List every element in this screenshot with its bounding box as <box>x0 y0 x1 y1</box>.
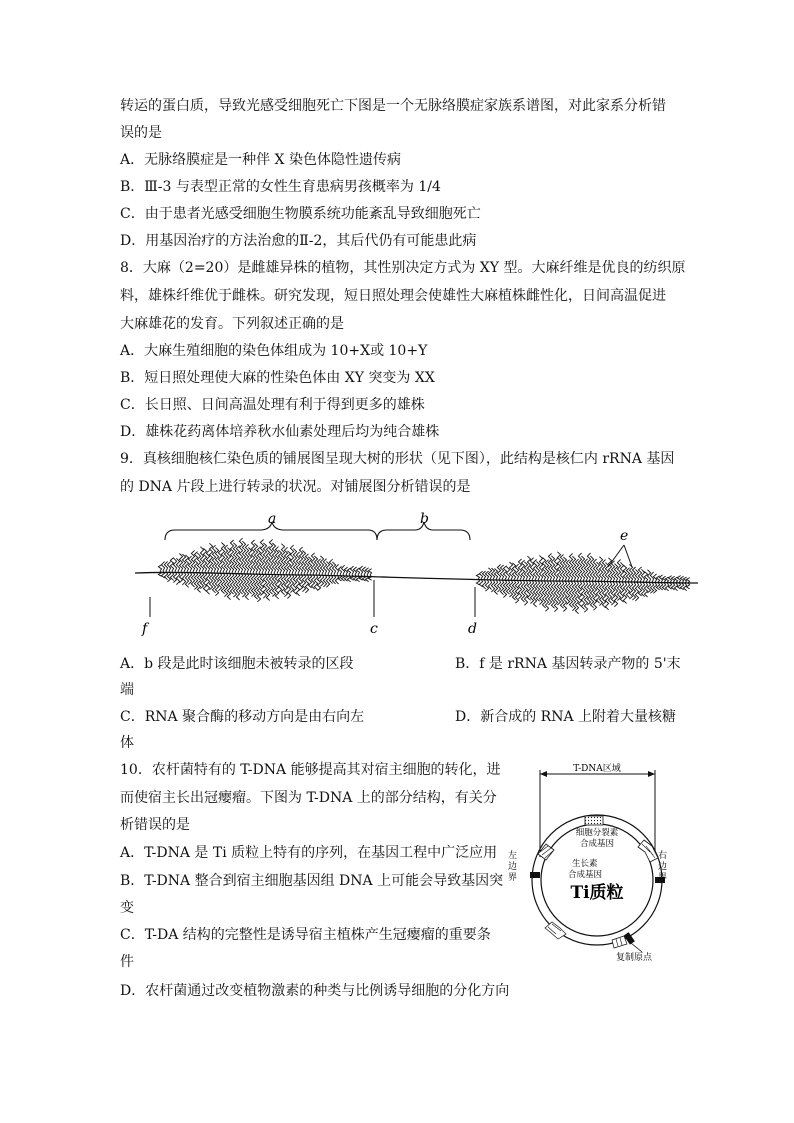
transcription-unit-left <box>158 538 371 602</box>
rna-fibril <box>224 545 227 572</box>
rna-fibril <box>515 564 518 580</box>
rna-fibril <box>317 559 320 574</box>
label-f: f <box>142 621 148 637</box>
rna-fibril <box>599 581 602 605</box>
rna-fibril <box>623 565 626 582</box>
rna-fibril <box>551 580 554 608</box>
rna-fibril <box>176 571 179 584</box>
rna-fibril <box>626 568 629 582</box>
tdna-region-label: T-DNA区域 <box>573 764 621 774</box>
rna-fibril <box>512 563 515 580</box>
q10-option-c-line2: 件 <box>120 954 134 970</box>
origin-leader <box>631 943 642 952</box>
rna-fibril <box>506 567 509 580</box>
left-border-label-2: 边 <box>508 862 518 872</box>
rna-fibril <box>485 579 488 591</box>
rna-fibril <box>275 547 278 574</box>
q7-option-a: A．无脉络膜症是一种伴 X 染色体隐性遗传病 <box>120 152 401 168</box>
rna-fibril <box>188 556 191 571</box>
rna-fibril <box>686 583 689 589</box>
q9-option-b-line1: B．f 是 rRNA 基因转录产物的 5'末 <box>455 656 681 672</box>
rna-fibril <box>266 573 269 600</box>
rna-fibril <box>494 569 497 580</box>
rna-fibril <box>656 582 659 590</box>
q7-option-b: B．Ⅲ-3 与表型正常的女性生育患病男孩概率为 1/4 <box>120 179 441 195</box>
arrow-left-head <box>540 771 547 777</box>
rna-fibril <box>656 576 659 583</box>
rna-fibril <box>497 565 500 580</box>
rna-fibril <box>362 567 365 575</box>
q8-stem-line3: 大麻雄花的发育。下列叙述正确的是 <box>120 316 344 332</box>
rna-fibril <box>596 581 599 603</box>
rna-fibril <box>671 583 674 590</box>
rna-fibril <box>176 558 179 571</box>
rna-fibril <box>686 578 689 583</box>
plasmid-label: Ti质粒 <box>570 883 624 903</box>
rna-fibril <box>257 547 260 573</box>
rna-fibril <box>548 553 551 580</box>
q8-option-a: A．大麻生殖细胞的染色体组成为 10+X或 10+Y <box>120 343 428 359</box>
rna-fibril <box>668 576 671 583</box>
rna-fibril <box>659 582 662 589</box>
rna-fibril <box>368 575 371 580</box>
q7-stem-line2: 误的是 <box>120 125 162 141</box>
rna-fibril <box>671 576 674 582</box>
rna-fibril <box>677 583 680 589</box>
rna-fibril <box>362 575 365 581</box>
rna-fibril <box>167 562 170 572</box>
rna-fibril <box>359 566 362 575</box>
label-c: c <box>370 621 378 637</box>
rna-fibril <box>299 547 302 574</box>
leader-e2 <box>624 545 632 567</box>
rna-fibril <box>161 562 164 571</box>
rna-fibril <box>185 572 188 588</box>
rna-fibril <box>539 555 542 580</box>
auxin-label-2: 合成基因 <box>568 870 603 880</box>
rna-fibril <box>575 581 578 614</box>
rna-fibril <box>203 548 206 572</box>
rna-fibril <box>527 556 530 580</box>
rna-fibril <box>230 540 233 572</box>
rna-fibril <box>479 571 482 579</box>
rna-fibril <box>662 582 665 590</box>
q10-option-d: D．农杆菌通过改变植物激素的种类与比例诱导细胞的分化方向 <box>120 983 510 999</box>
q9-option-d-line2: 体 <box>120 735 134 751</box>
rna-fibril <box>248 548 251 573</box>
rna-fibril <box>191 572 194 587</box>
q8-stem-line2: 料，雄株纤维优于雌株。研究发现，短日照处理会使雄性大麻植株雌性化，日间高温促进 <box>120 288 666 304</box>
q9-option-b-line2: 端 <box>120 682 134 698</box>
left-border-label-1: 左 <box>508 851 518 861</box>
rna-fibril <box>677 576 680 583</box>
rna-fibril <box>368 569 371 575</box>
q10-stem-line1: 10．农杆菌特有的 T-DNA 能够提高其对宿主细胞的转化，进 <box>120 762 501 778</box>
rna-fibril <box>215 572 218 596</box>
q8-option-b: B．短日照处理使大麻的性染色体由 XY 突变为 XX <box>120 370 435 386</box>
q10-option-c-line1: C．T-DA 结构的完整性是诱导宿主植株产生冠瘿瘤的重要条 <box>120 927 491 943</box>
cytokinin-gene-fill <box>585 816 603 825</box>
nucleolus-spread-figure <box>130 505 710 645</box>
rna-fibril <box>338 566 341 574</box>
q10-stem-line3: 析错误的是 <box>120 817 190 833</box>
rna-fibril <box>179 554 182 572</box>
q10-option-b-line1: B．T-DNA 整合到宿主细胞基因组 DNA 上可能会导致基因突 <box>120 873 504 889</box>
rna-fibril <box>314 574 317 590</box>
rna-fibril <box>524 580 527 605</box>
rna-fibril <box>647 570 650 583</box>
right-border-label-3: 界 <box>658 873 668 883</box>
rna-fibril <box>485 571 488 579</box>
rna-fibril <box>209 572 212 590</box>
q7-option-c: C．由于患者光感受细胞生物膜系统功能紊乱导致细胞死亡 <box>120 206 481 222</box>
origin-label: 复制原点 <box>616 953 653 962</box>
q7-option-d: D．用基因治疗的方法治愈的Ⅱ-2，其后代仍有可能患此病 <box>120 233 477 249</box>
rna-fibril <box>236 546 239 573</box>
label-e: e <box>620 528 629 544</box>
cytokinin-label-1: 细胞分裂素 <box>575 828 619 838</box>
rna-fibril <box>269 539 272 573</box>
bottom-right-segment <box>612 936 627 948</box>
rna-fibril <box>185 555 188 572</box>
rna-fibril <box>662 576 665 582</box>
right-border-label-1: 右 <box>658 851 668 861</box>
rna-fibril <box>641 569 644 582</box>
rna-fibril <box>284 573 287 596</box>
rna-fibril <box>578 553 581 581</box>
rna-fibril <box>326 561 329 574</box>
rna-fibril <box>212 545 215 572</box>
rna-fibril <box>350 566 353 575</box>
rna-fibril <box>266 546 269 573</box>
rna-fibril <box>569 553 572 580</box>
rna-fibril <box>323 559 326 574</box>
rna-fibril <box>164 562 167 572</box>
rna-fibril <box>629 582 632 599</box>
left-border-label-3: 界 <box>508 873 518 883</box>
rna-fibril <box>209 543 212 572</box>
q9-option-c: C．RNA 聚合酶的移动方向是由右向左 <box>120 709 365 725</box>
rna-fibril <box>500 579 503 594</box>
rna-fibril <box>284 547 287 573</box>
q9-option-d-line1: D．新合成的 RNA 上附着大量核糖 <box>455 709 677 725</box>
rna-fibril <box>227 572 230 599</box>
rna-fibril <box>365 568 368 575</box>
rna-fibril <box>353 567 356 575</box>
rna-fibril <box>503 566 506 580</box>
rna-fibril <box>494 579 497 594</box>
q9-stem-line2: 的 DNA 片段上进行转录的状况。对铺展图分析错误的是 <box>120 479 471 495</box>
q8-option-c: C．长日照、日间高温处理有利于得到更多的雄株 <box>120 397 425 413</box>
rna-fibril <box>560 581 563 609</box>
rna-fibril <box>344 567 347 574</box>
rna-fibril <box>254 573 257 599</box>
arrow-right-head <box>648 771 655 777</box>
rna-fibril <box>623 582 626 604</box>
rna-fibril <box>206 572 209 594</box>
rna-fibril <box>245 544 248 572</box>
left-border-marker <box>530 872 540 878</box>
rna-fibril <box>533 580 536 607</box>
q10-stem-line2: 而使宿主长出冠瘿瘤。下图为 T-DNA 上的部分结构，有关分 <box>120 790 497 806</box>
q9-stem-line1: 9．真核细胞核仁染色质的铺展图呈现大树的形状（见下图），此结构是核仁内 rRNA 基因 <box>120 451 675 467</box>
rna-fibril <box>251 540 254 573</box>
rna-fibril <box>317 574 320 591</box>
rna-fibril <box>605 581 608 609</box>
rna-fibril <box>626 582 629 598</box>
rna-fibril <box>245 573 248 600</box>
label-a: a <box>268 511 277 527</box>
rna-fibril <box>158 565 161 571</box>
rna-fibril <box>260 539 263 573</box>
ti-plasmid-figure <box>500 762 680 962</box>
q10-option-a: A．T-DNA 是 Ti 质粒上特有的序列，在基因工程中广泛应用 <box>120 845 498 861</box>
rna-fibril <box>590 581 593 608</box>
rna-fibril <box>560 554 563 580</box>
rna-fibril <box>650 572 653 582</box>
rna-fibril <box>329 559 332 574</box>
rna-fibril <box>500 565 503 579</box>
rna-fibril <box>611 582 614 606</box>
rna-fibril <box>359 575 362 580</box>
rna-fibril <box>482 579 485 589</box>
label-b: b <box>420 511 429 527</box>
rna-fibril <box>668 583 671 589</box>
rna-fibril <box>200 547 203 572</box>
right-border-label-2: 边 <box>658 862 668 872</box>
rna-fibril <box>287 551 290 574</box>
rna-fibril <box>587 553 590 581</box>
rna-fibril <box>506 580 509 595</box>
rna-fibril <box>680 576 683 583</box>
label-d: d <box>468 621 477 637</box>
rna-fibril <box>644 572 647 583</box>
rna-fibril <box>680 583 683 590</box>
q10-option-b-line2: 变 <box>120 900 134 916</box>
rna-fibril <box>542 580 545 608</box>
rna-fibril <box>239 538 242 572</box>
rna-fibril <box>299 574 302 591</box>
rna-fibril <box>509 562 512 580</box>
rna-fibril <box>644 582 647 597</box>
q8-stem-line1: 8．大麻（2=20）是雌雄异株的植物，其性别决定方式为 XY 型。大麻纤维是优良的纺织原 <box>120 260 686 276</box>
rna-fibril <box>557 552 560 581</box>
q8-option-d: D．雄株花药离体培养秋水仙素处理后均为纯合雄株 <box>120 424 440 440</box>
cytokinin-label-2: 合成基因 <box>579 839 615 849</box>
rna-fibril <box>482 571 485 579</box>
rna-fibril <box>602 581 605 607</box>
rna-fibril <box>569 581 572 608</box>
rna-fibril <box>221 543 224 573</box>
rna-fibril <box>236 572 239 600</box>
rna-fibril <box>632 567 635 582</box>
rna-fibril <box>332 562 335 574</box>
rna-fibril <box>476 574 479 579</box>
q9-option-a: A．b 段是此时该细胞未被转录的区段 <box>120 656 354 672</box>
auxin-label-1: 生长素 <box>572 859 598 869</box>
rna-fibril <box>653 582 656 593</box>
q7-stem-line1: 转运的蛋白质，导致光感受细胞死亡下图是一个无脉络膜症家族系谱图，对此家系分析错 <box>120 98 666 114</box>
rna-fibril <box>683 577 686 583</box>
rna-fibril <box>638 567 641 582</box>
